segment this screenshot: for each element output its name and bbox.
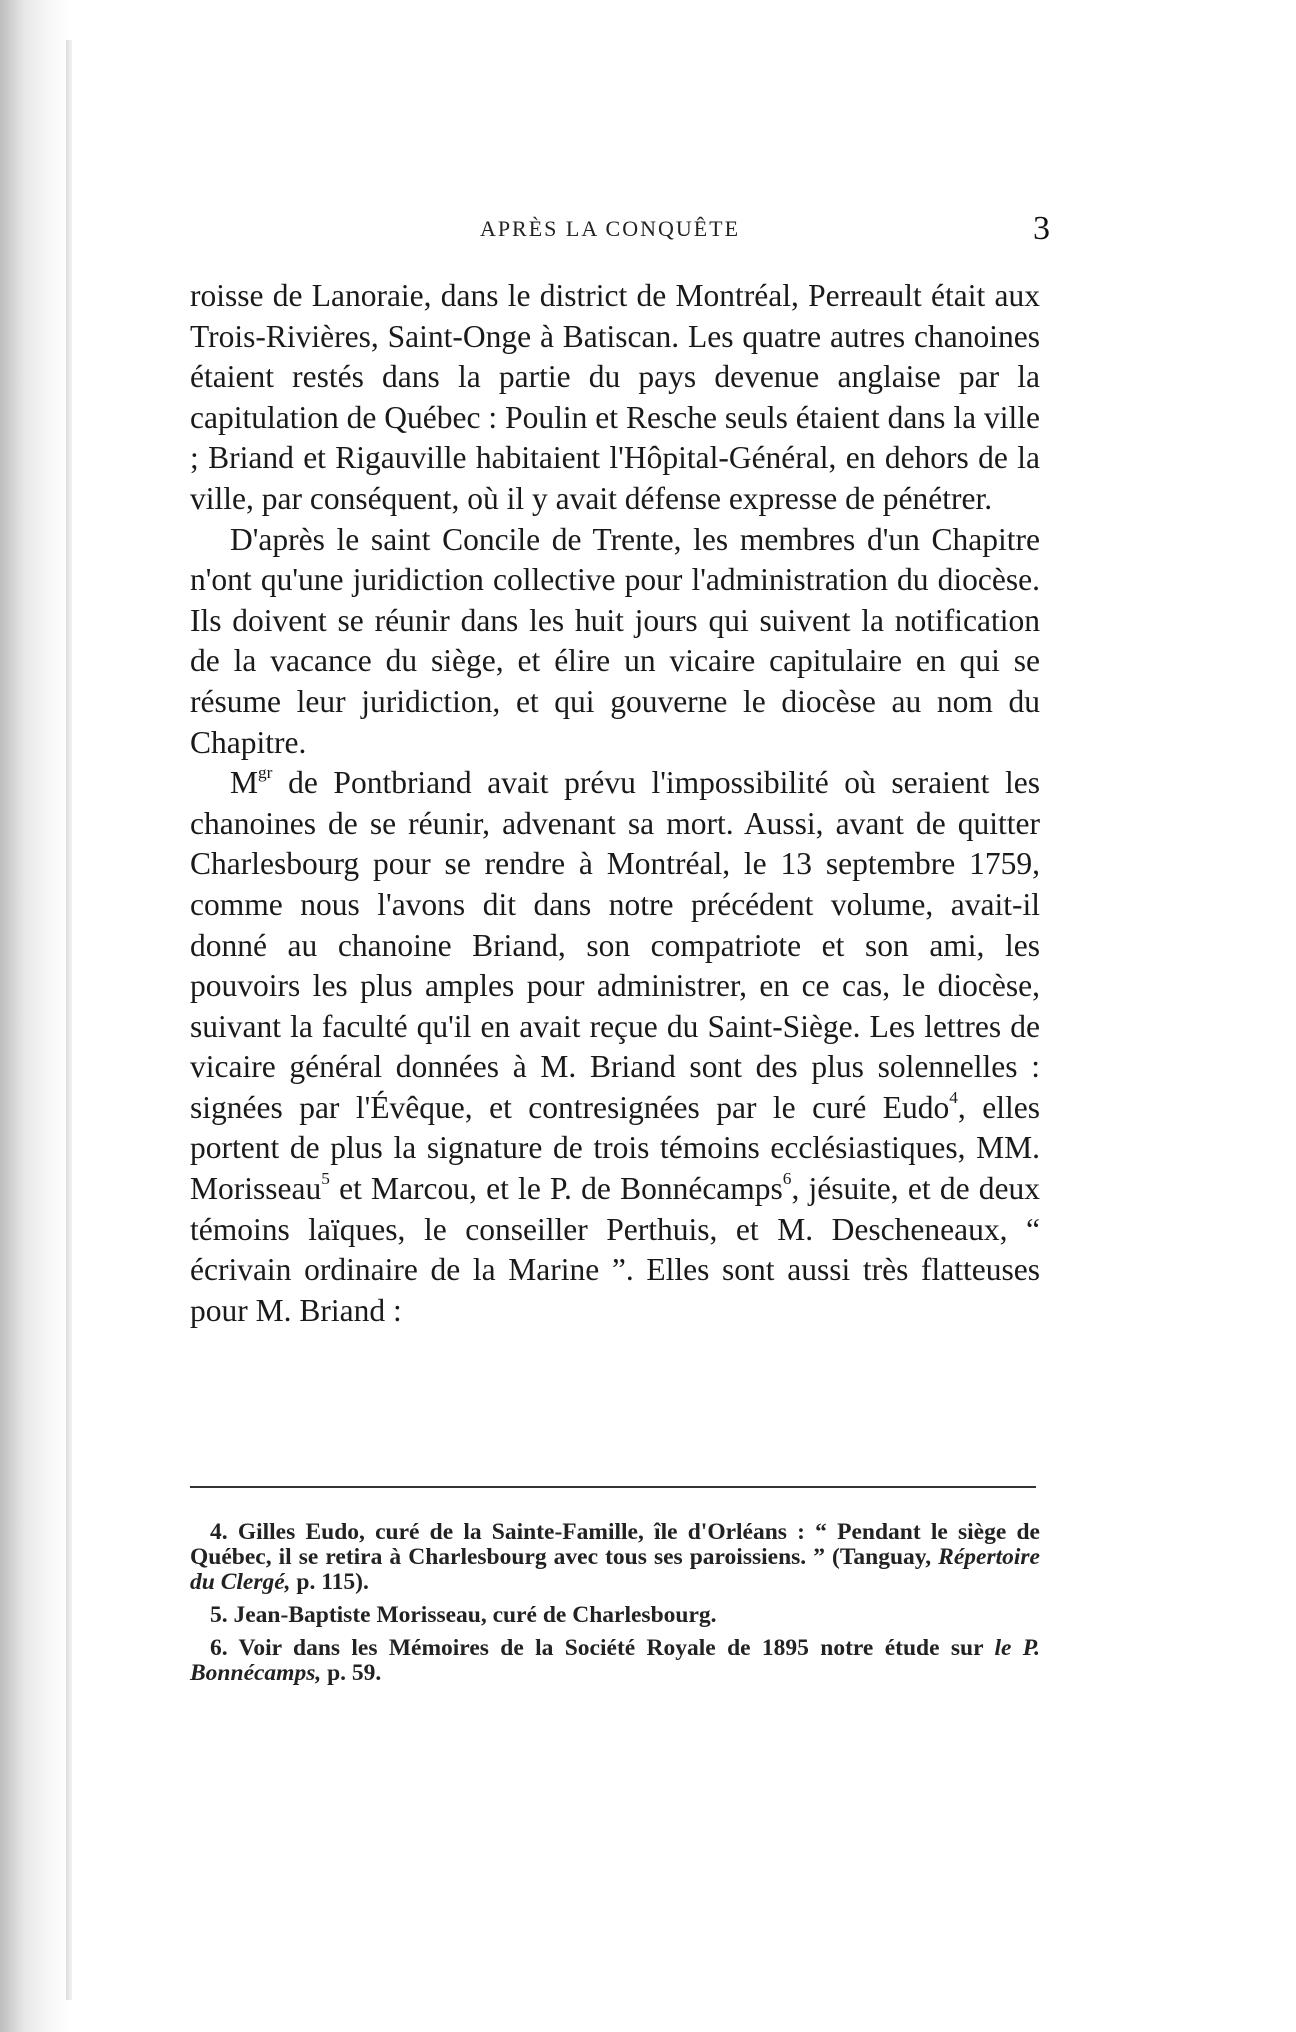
paragraph-3-part-e: , jésuite, et de deux témoins laïques, le conseiller Perthuis, et M. Descheneaux, “ écrivain ordinaire de la Marine ”. Elles sont aussi très flatteuses pour M. Briand : (190, 1171, 1040, 1328)
footnote-ref-4[interactable]: 4 (949, 1087, 958, 1107)
paragraph-3-part-c: , elles portent de plus la signature de trois témoins ecclésiastiques, MM. Morisseau (190, 1089, 1040, 1207)
superscript-gr: gr (258, 763, 273, 783)
page-gutter-shadow (0, 0, 70, 2032)
paragraph-1: roisse de Lanoraie, dans le district de Montréal, Perreault était aux Trois-Rivières, Saint-Onge à Batiscan. Les quatre autres chanoines étaient restés dans la partie du pays devenue anglaise par la capitulation de Québec : Poulin et Resche seuls étaient dans la ville ; Briand et Rigauville habitaient l'Hôpital-Général, en dehors de la ville, par conséquent, où il y avait défense expresse de pénétrer. (190, 278, 1040, 516)
footnote-4 (190, 1520, 1040, 1595)
footnote-4-text-a: 4. Gilles Eudo, curé de la Sainte-Famille, île d'Orléans : “ Pendant le siège de Québec, il se retira à Charlesbourg avec tous ses paroissiens. ” (Tanguay, (190, 1519, 1040, 1570)
paragraph-3-part-d: et Marcou, et le P. de Bonnécamps (329, 1171, 783, 1207)
footnote-4-italic: Répertoire du Clergé, (190, 1544, 1040, 1595)
footnote-5: 5. Jean-Baptiste Morisseau, curé de Charlesbourg. (210, 1602, 717, 1628)
footnotes (190, 1520, 1040, 1694)
main-text (190, 276, 1040, 1331)
footnote-6 (190, 1636, 1040, 1686)
page-edge (66, 40, 72, 2000)
paragraph-2: D'après le saint Concile de Trente, les membres d'un Chapitre n'ont qu'une juridiction collective pour l'administration du diocèse. Ils doivent se réunir dans les huit jours qui suivent la notification de la vacance du siège, et élire un vicaire capitulaire en qui se résume leur juridiction, et qui gouverne le diocèse au nom du Chapitre. (190, 521, 1040, 760)
footnote-6-italic: le P. Bonnécamps, (190, 1635, 1040, 1686)
footnote-ref-5[interactable]: 5 (321, 1169, 330, 1189)
running-head: APRÈS LA CONQUÊTE (479, 216, 741, 241)
page-header (190, 210, 1050, 260)
footnote-6-text-a: 6. Voir dans les Mémoires de la Société Royale de 1895 notre étude sur (210, 1635, 995, 1661)
paragraph-3-part-a: M (230, 765, 259, 801)
footnote-6-text-b: p. 59. (321, 1660, 382, 1686)
footnote-4-text-b: p. 115). (290, 1569, 369, 1595)
page-number: 3 (1033, 210, 1050, 247)
paragraph-3 (190, 763, 1040, 1331)
footnote-separator (190, 1486, 1036, 1488)
paragraph-3-part-b: de Pontbriand avait prévu l'impossibilité où seraient les chanoines de se réunir, advenant sa mort. Aussi, avant de quitter Charlesbourg pour se rendre à Montréal, le 13 septembre 1759, comme nous l'avons dit dans notre précédent volume, avait-il donné au chanoine Briand, son compatriote et son ami, les pouvoirs les plus amples pour administrer, en ce cas, le diocèse, suivant la faculté qu'il en avait reçue du Saint-Siège. Les lettres de vicaire général données à M. Briand sont des plus solennelles : signées par l'Évêque, et contresignées par le curé Eudo (190, 765, 1040, 1125)
footnote-ref-6[interactable]: 6 (782, 1169, 792, 1189)
